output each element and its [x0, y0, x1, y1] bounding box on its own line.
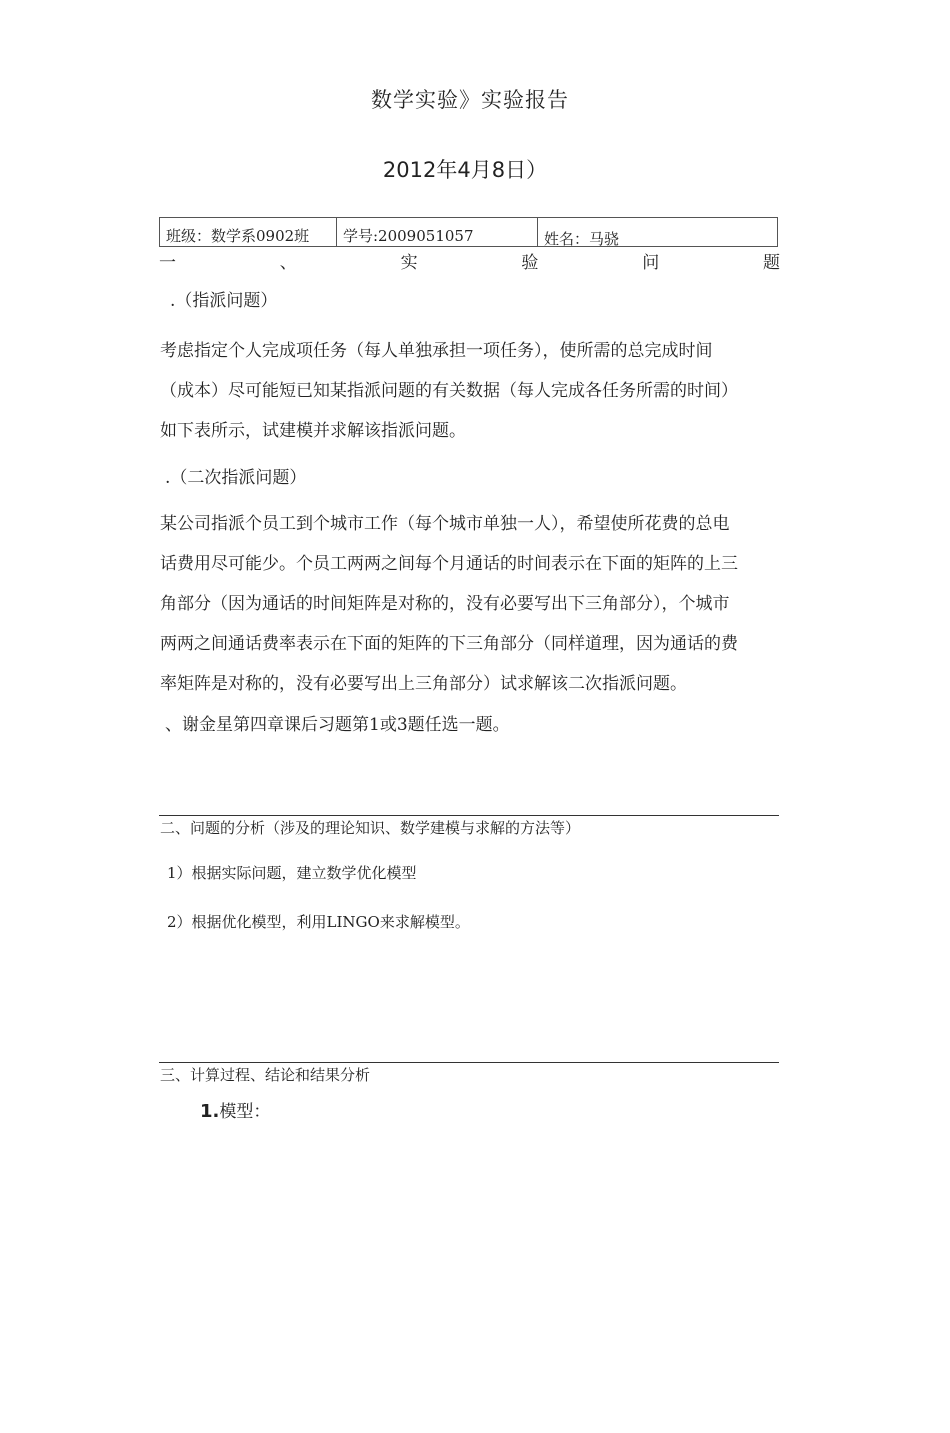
item1-title: .（指派问题） — [170, 291, 278, 311]
student-info-table — [159, 217, 778, 247]
section3-heading: 三、计算过程、结论和结果分析 — [160, 1066, 371, 1084]
student-id-cell: 学号:2009051057 — [337, 218, 538, 246]
heading-char: 一 — [159, 253, 176, 273]
item1-line: （成本）尽可能短已知某指派问题的有关数据（每人完成各任务所需的时间） — [160, 381, 738, 401]
item1-line: 考虑指定个人完成项任务（每人单独承担一项任务），使所需的总完成时间 — [160, 341, 713, 361]
heading-char: 题 — [762, 253, 780, 273]
item1-line: 如下表所示，试建模并求解该指派问题。 — [160, 421, 466, 441]
item2-title: .（二次指派问题） — [165, 468, 307, 488]
heading-char: 实 — [400, 253, 418, 273]
item2-line: 某公司指派个员工到个城市工作（每个城市单独一人），希望使所花费的总电 — [160, 514, 730, 534]
model-number: 1. — [200, 1101, 220, 1122]
heading-char: 、 — [279, 253, 297, 273]
class-cell: 班级：数学系0902班 — [160, 218, 337, 246]
section2-step1: 1）根据实际问题，建立数学优化模型 — [167, 864, 417, 882]
section2-step2: 2）根据优化模型，利用LINGO来求解模型。 — [167, 913, 470, 931]
item2-line: 话费用尽可能少。个员工两两之间每个月通话的时间表示在下面的矩阵的上三 — [160, 554, 738, 574]
heading-char: 问 — [642, 253, 660, 273]
name-cell: 姓名：马骁 — [544, 230, 620, 248]
model-text: 模型： — [219, 1102, 271, 1122]
report-title: 数学实验》实验报告 — [371, 88, 569, 112]
item2-line: 两两之间通话费率表示在下面的矩阵的下三角部分（同样道理，因为通话的费 — [160, 634, 738, 654]
item2-line: 率矩阵是对称的，没有必要写出上三角部分）试求解该二次指派问题。 — [160, 674, 687, 694]
section1-heading — [159, 248, 780, 273]
heading-char: 验 — [521, 253, 539, 273]
report-date: 2012年4月8日） — [382, 158, 548, 182]
item2-line: 角部分（因为通话的时间矩阵是对称的，没有必要写出下三角部分），个城市 — [160, 594, 730, 614]
item3-line: 、谢金星第四章课后习题第1或3题任选一题。 — [165, 715, 510, 735]
model-label — [200, 1092, 820, 1132]
section2-heading: 二、问题的分析（涉及的理论知识、数学建模与求解的方法等） — [160, 819, 581, 837]
